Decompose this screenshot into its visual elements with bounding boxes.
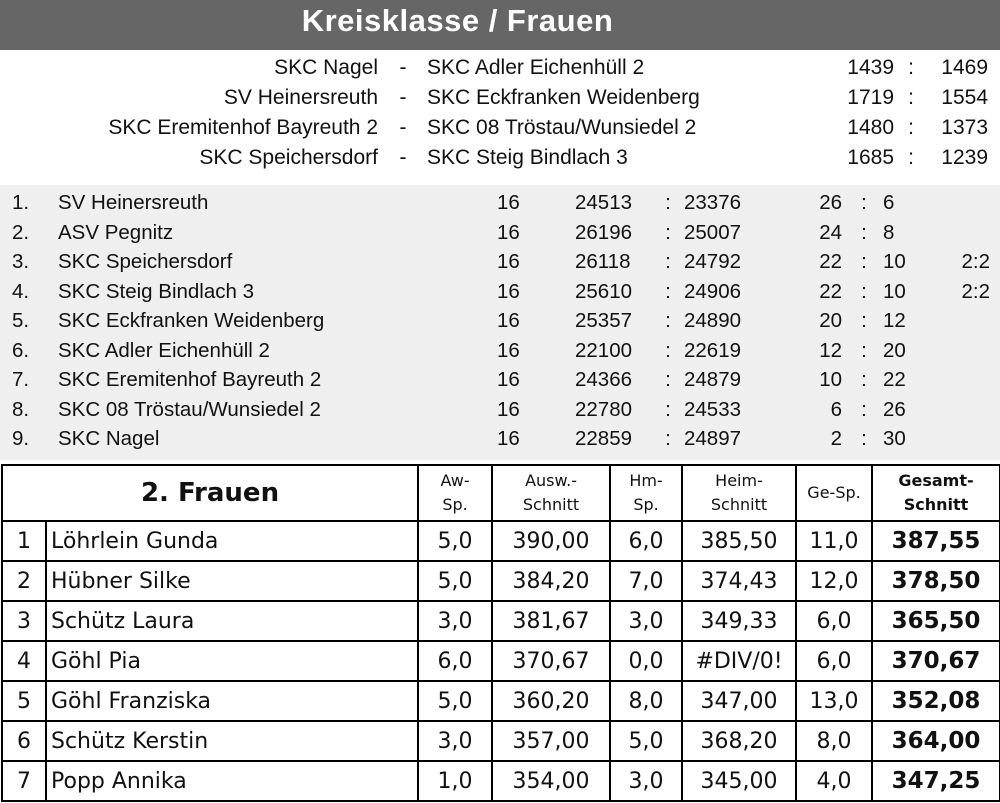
- pins-for: 25357: [575, 309, 633, 332]
- col-ausw-line1: Ausw.-: [525, 471, 577, 490]
- points-colon: :: [861, 279, 867, 303]
- away-average: 360,20: [492, 681, 610, 721]
- player-stats-table: [1, 464, 1000, 802]
- player-name: Hübner Silke: [46, 561, 418, 601]
- away-team: SKC Steig Bindlach 3: [427, 146, 628, 169]
- away-games: 5,0: [418, 521, 492, 561]
- total-average: 347,25: [872, 761, 1000, 801]
- away-team: SKC Adler Eichenhüll 2: [427, 56, 645, 79]
- points-for: 26: [819, 191, 842, 214]
- away-games: 3,0: [418, 601, 492, 641]
- table-header-row: [2, 465, 1000, 521]
- points-colon: :: [861, 338, 867, 362]
- total-average: 370,67: [872, 641, 1000, 681]
- points-for: 12: [819, 338, 842, 362]
- home-games: 3,0: [610, 601, 682, 641]
- separator: -: [399, 116, 407, 139]
- player-name: Göhl Pia: [46, 641, 418, 681]
- pins-for: 24513: [575, 191, 633, 214]
- points-against: 26: [883, 397, 906, 421]
- away-average: 370,67: [492, 641, 610, 681]
- games-played: 16: [497, 427, 520, 450]
- home-score: 1719: [847, 86, 894, 109]
- table-row: [2, 761, 1000, 801]
- score-colon: :: [908, 56, 914, 79]
- away-average: 357,00: [492, 721, 610, 761]
- col-heim-line2: Schnitt: [710, 495, 768, 514]
- pins-colon: :: [665, 250, 671, 273]
- home-average: 347,00: [682, 681, 796, 721]
- standings-row: [0, 250, 1000, 279]
- pins-against: 25007: [684, 220, 742, 244]
- total-games: 12,0: [796, 561, 872, 601]
- points-against: 10: [883, 279, 906, 303]
- player-number: 5: [2, 681, 46, 721]
- points-colon: :: [861, 250, 867, 273]
- home-average: 345,00: [682, 761, 796, 801]
- away-games: 5,0: [418, 681, 492, 721]
- total-games: 6,0: [796, 601, 872, 641]
- table-row: [2, 601, 1000, 641]
- away-score: 1554: [941, 86, 988, 109]
- player-name: Schütz Laura: [46, 601, 418, 641]
- games-played: 16: [497, 368, 520, 391]
- points-for: 6: [830, 397, 842, 421]
- away-average: 384,20: [492, 561, 610, 601]
- home-average: 385,50: [682, 521, 796, 561]
- player-name: Schütz Kerstin: [46, 721, 418, 761]
- total-average: 365,50: [872, 601, 1000, 641]
- total-games: 11,0: [796, 521, 872, 561]
- total-average: 352,08: [872, 681, 1000, 721]
- rank: 3.: [12, 250, 30, 273]
- home-games: 3,0: [610, 761, 682, 801]
- home-average: 368,20: [682, 721, 796, 761]
- rank: 5.: [12, 309, 30, 332]
- direct-comparison: 2:2: [961, 250, 990, 273]
- away-games: 1,0: [418, 761, 492, 801]
- rank: 2.: [12, 220, 30, 244]
- pins-colon: :: [665, 220, 671, 244]
- home-games: 5,0: [610, 721, 682, 761]
- standings-row: [0, 368, 1000, 397]
- col-gesamt-line2: Schnitt: [903, 495, 969, 514]
- result-row: [0, 146, 1000, 176]
- points-colon: :: [861, 397, 867, 421]
- standings-row: [0, 280, 1000, 309]
- total-games: 4,0: [796, 761, 872, 801]
- home-average: #DIV/0!: [682, 641, 796, 681]
- match-results: [0, 52, 1000, 182]
- pins-against: 23376: [684, 191, 742, 214]
- home-games: 7,0: [610, 561, 682, 601]
- points-for: 10: [819, 368, 842, 391]
- header-bar: [0, 0, 1000, 50]
- pins-colon: :: [665, 191, 671, 214]
- points-against: 20: [883, 338, 906, 362]
- standings-row: [0, 398, 1000, 427]
- league-standings: [0, 185, 1000, 460]
- standings-row: [0, 427, 1000, 456]
- away-score: 1469: [941, 56, 988, 79]
- points-colon: :: [861, 427, 867, 450]
- home-average: 374,43: [682, 561, 796, 601]
- col-ausw-line2: Schnitt: [522, 495, 580, 514]
- pins-against: 24879: [684, 368, 742, 391]
- points-colon: :: [861, 309, 867, 332]
- standings-row: [0, 339, 1000, 368]
- points-colon: :: [861, 368, 867, 391]
- pins-against: 22619: [684, 338, 742, 362]
- games-played: 16: [497, 397, 520, 421]
- points-colon: :: [861, 191, 867, 214]
- points-for: 20: [819, 309, 842, 332]
- pins-for: 22780: [575, 397, 633, 421]
- total-average: 387,55: [872, 521, 1000, 561]
- team-name: ASV Pegnitz: [58, 220, 174, 244]
- player-number: 7: [2, 761, 46, 801]
- player-name: Löhrlein Gunda: [46, 521, 418, 561]
- separator: -: [399, 146, 407, 169]
- pins-colon: :: [665, 368, 671, 391]
- points-for: 2: [830, 427, 842, 450]
- table-row: [2, 521, 1000, 561]
- col-hm-sp-line2: Sp.: [633, 495, 659, 514]
- rank: 4.: [12, 279, 30, 303]
- col-ausw-schnitt: [492, 465, 610, 521]
- pins-for: 22859: [575, 427, 633, 450]
- pins-colon: :: [665, 397, 671, 421]
- points-for: 22: [819, 279, 842, 303]
- total-games: 8,0: [796, 721, 872, 761]
- away-average: 390,00: [492, 521, 610, 561]
- page-title: Kreisklasse / Frauen: [301, 3, 614, 38]
- result-row: [0, 116, 1000, 146]
- pins-colon: :: [665, 338, 671, 362]
- away-average: 381,67: [492, 601, 610, 641]
- rank: 7.: [12, 368, 30, 391]
- away-games: 5,0: [418, 561, 492, 601]
- pins-for: 26118: [575, 250, 631, 273]
- pins-for: 25610: [575, 279, 633, 303]
- games-played: 16: [497, 191, 520, 214]
- points-against: 12: [883, 309, 906, 332]
- home-team: SKC Nagel: [274, 56, 378, 79]
- player-number: 2: [2, 561, 46, 601]
- home-games: 6,0: [610, 521, 682, 561]
- away-team: SKC Eckfranken Weidenberg: [427, 86, 700, 109]
- pins-colon: :: [665, 309, 671, 332]
- table-title: 2. Frauen: [2, 465, 418, 521]
- away-games: 3,0: [418, 721, 492, 761]
- player-number: 1: [2, 521, 46, 561]
- pins-colon: :: [665, 279, 671, 303]
- total-games: 6,0: [796, 641, 872, 681]
- games-played: 16: [497, 279, 520, 303]
- points-against: 10: [883, 250, 906, 273]
- home-score: 1685: [847, 146, 894, 169]
- games-played: 16: [497, 220, 520, 244]
- table-row: [2, 641, 1000, 681]
- pins-against: 24533: [684, 397, 742, 421]
- col-hm-sp-line1: Hm-: [629, 471, 663, 490]
- rank: 8.: [12, 397, 30, 421]
- separator: -: [399, 86, 407, 109]
- standings-row: [0, 221, 1000, 250]
- score-colon: :: [908, 146, 914, 169]
- pins-for: 26196: [575, 220, 633, 244]
- col-heim-schnitt: [682, 465, 796, 521]
- pins-against: 24890: [684, 309, 742, 332]
- away-score: 1373: [941, 116, 988, 139]
- total-average: 364,00: [872, 721, 1000, 761]
- away-games: 6,0: [418, 641, 492, 681]
- col-hm-sp: [610, 465, 682, 521]
- points-against: 8: [883, 220, 895, 244]
- home-team: SKC Speichersdorf: [199, 146, 378, 169]
- points-against: 22: [883, 368, 906, 391]
- team-name: SKC Eckfranken Weidenberg: [58, 309, 325, 332]
- team-name: SKC Steig Bindlach 3: [58, 279, 255, 303]
- col-gesamt-line1: Gesamt-: [898, 471, 974, 490]
- pins-for: 24366: [575, 368, 633, 391]
- points-for: 22: [819, 250, 842, 273]
- table-row: [2, 681, 1000, 721]
- col-aw-sp-line2: Sp.: [442, 495, 468, 514]
- home-games: 8,0: [610, 681, 682, 721]
- pins-against: 24906: [684, 279, 742, 303]
- total-average: 378,50: [872, 561, 1000, 601]
- team-name: SV Heinersreuth: [58, 191, 209, 214]
- away-team: SKC 08 Tröstau/Wunsiedel 2: [427, 116, 697, 139]
- score-colon: :: [908, 86, 914, 109]
- home-games: 0,0: [610, 641, 682, 681]
- separator: -: [399, 56, 407, 79]
- points-against: 6: [883, 191, 895, 214]
- pins-against: 24792: [684, 250, 742, 273]
- team-name: SKC Adler Eichenhüll 2: [58, 338, 270, 362]
- col-aw-sp-line1: Aw-: [440, 471, 470, 490]
- result-row: [0, 56, 1000, 86]
- rank: 6.: [12, 338, 30, 362]
- team-name: SKC Eremitenhof Bayreuth 2: [58, 368, 322, 391]
- home-score: 1439: [847, 56, 894, 79]
- col-heim-line1: Heim-: [715, 471, 763, 490]
- pins-for: 22100: [575, 338, 633, 362]
- home-score: 1480: [847, 116, 894, 139]
- pins-against: 24897: [684, 427, 742, 450]
- col-aw-sp: [418, 465, 492, 521]
- home-team: SV Heinersreuth: [223, 86, 378, 109]
- col-ge-sp: Ge-Sp.: [796, 465, 872, 521]
- team-name: SKC Nagel: [58, 427, 160, 450]
- standings-row: [0, 191, 1000, 220]
- points-for: 24: [819, 220, 842, 244]
- player-number: 6: [2, 721, 46, 761]
- standings-row: [0, 309, 1000, 338]
- away-average: 354,00: [492, 761, 610, 801]
- rank: 1.: [12, 191, 30, 214]
- team-name: SKC 08 Tröstau/Wunsiedel 2: [58, 397, 321, 421]
- player-name: Popp Annika: [46, 761, 418, 801]
- rank: 9.: [12, 427, 30, 450]
- score-colon: :: [908, 116, 914, 139]
- away-score: 1239: [941, 146, 988, 169]
- direct-comparison: 2:2: [961, 279, 990, 303]
- result-row: [0, 86, 1000, 116]
- points-colon: :: [861, 220, 867, 244]
- home-average: 349,33: [682, 601, 796, 641]
- total-games: 13,0: [796, 681, 872, 721]
- col-gesamt-schnitt: [872, 465, 1000, 521]
- player-number: 4: [2, 641, 46, 681]
- points-against: 30: [883, 427, 906, 450]
- table-row: [2, 561, 1000, 601]
- games-played: 16: [497, 309, 520, 332]
- games-played: 16: [497, 250, 520, 273]
- player-name: Göhl Franziska: [46, 681, 418, 721]
- pins-colon: :: [665, 427, 671, 450]
- home-team: SKC Eremitenhof Bayreuth 2: [108, 116, 378, 139]
- games-played: 16: [497, 338, 520, 362]
- team-name: SKC Speichersdorf: [58, 250, 233, 273]
- table-row: [2, 721, 1000, 761]
- player-number: 3: [2, 601, 46, 641]
